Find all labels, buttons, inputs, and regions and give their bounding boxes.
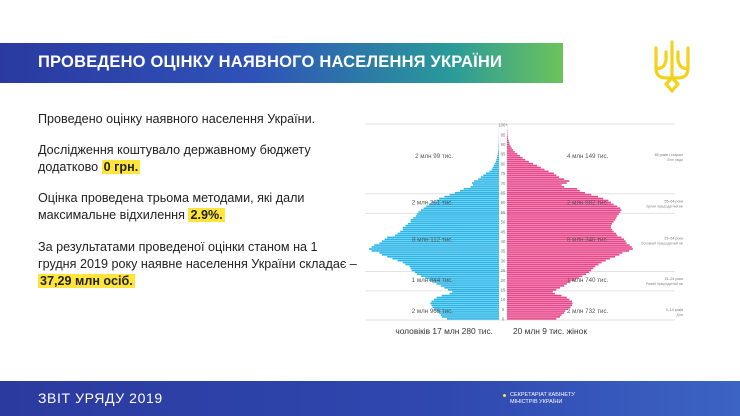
women-bar (507, 273, 586, 275)
women-bar (507, 223, 612, 225)
age-tick-label: 65 (500, 190, 506, 196)
women-bar (507, 248, 633, 250)
men-bar (431, 304, 499, 306)
men-bar (486, 173, 499, 175)
women-bar (507, 165, 537, 167)
women-bar (507, 138, 508, 140)
women-bar (507, 244, 630, 246)
women-bar (507, 149, 513, 151)
age-tick-label: 10 (500, 297, 506, 303)
women-bar (507, 301, 572, 303)
men-bar (410, 266, 499, 268)
footer-bullet-icon (503, 394, 506, 397)
footer-org-line-2: МІНІСТРІВ УКРАЇНИ (510, 398, 563, 405)
paragraph-1 (38, 111, 358, 128)
men-bar (417, 273, 499, 275)
age-tick-label: 55 (500, 209, 506, 215)
men-bar (460, 190, 499, 192)
women-bar (507, 268, 593, 270)
women-bar (507, 169, 544, 171)
women-bar (507, 186, 564, 188)
men-bar (400, 231, 499, 233)
men-bar (483, 174, 499, 176)
women-bar (507, 293, 555, 295)
men-bar (442, 316, 499, 318)
men-bar (403, 227, 499, 229)
paragraph-3 (38, 190, 358, 224)
men-bar (498, 153, 499, 155)
men-bar (472, 182, 499, 184)
women-bar (507, 180, 569, 182)
men-bar (405, 264, 499, 266)
women-bar (507, 314, 562, 316)
women-bar (507, 308, 568, 310)
women-bar (507, 256, 615, 258)
men-bar (450, 293, 499, 295)
men-bar (411, 268, 499, 270)
men-bar (493, 167, 499, 169)
men-bar (498, 147, 499, 149)
age-group-note-desc: Основний працездатний вік (640, 241, 683, 246)
men-group-label: 2 млн 99 тис. (415, 152, 453, 160)
age-group-note-desc: Літні люди (667, 157, 683, 162)
women-bar (507, 312, 564, 314)
men-bar (473, 184, 499, 186)
men-bar (411, 219, 499, 221)
men-bar (490, 171, 499, 173)
women-bar (507, 252, 622, 254)
women-bar (507, 217, 616, 219)
age-tick-label: 100+ (498, 122, 508, 128)
women-bar (507, 171, 549, 173)
age-tick-label: 50 (500, 219, 506, 225)
women-bar (507, 306, 570, 308)
men-bar (494, 165, 499, 167)
age-tick-label: 85 (500, 151, 506, 157)
women-bar (507, 264, 599, 266)
women-bar (507, 279, 575, 281)
age-group-note-desc: Зрілий працездатний вік (645, 204, 683, 209)
age-group-note: 25–54 роки (664, 236, 683, 241)
men-bar (372, 250, 499, 252)
men-bar (444, 196, 499, 198)
age-tick-label: 0 (501, 316, 505, 322)
men-bar (379, 252, 499, 254)
footer-title: ЗВІТ УРЯДУ 2019 (38, 390, 163, 406)
women-bar (507, 196, 598, 198)
men-bar (452, 291, 499, 293)
men-bar (437, 297, 499, 299)
women-total-label: 20 млн 9 тис. жінок (513, 326, 587, 336)
women-bar (507, 167, 541, 169)
men-bar (398, 260, 499, 262)
men-bar (403, 229, 499, 231)
men-bar (497, 157, 499, 159)
women-bar (507, 213, 619, 215)
page-title: ПРОВЕДЕНО ОЦІНКУ НАЯВНОГО НАСЕЛЕННЯ УКРАЇНИ (38, 53, 503, 71)
men-bar (405, 225, 499, 227)
footer-org-line-1: СЕКРЕТАРІАТ КАБІНЕТУ (510, 392, 575, 398)
women-bar (507, 287, 560, 289)
paragraph-4-text: За результатами проведеної оцінки станом на 1 грудня 2019 року наявне населення України складає – (38, 240, 357, 271)
women-bar (507, 270, 591, 272)
age-tick-label: 20 (500, 277, 506, 283)
women-bar (507, 303, 573, 305)
women-bar (507, 285, 564, 287)
women-bar (507, 153, 517, 155)
women-bar (507, 188, 577, 190)
men-bar (408, 223, 499, 225)
population-pyramid-chart (365, 118, 685, 340)
women-bar (507, 233, 616, 235)
women-bar (507, 318, 556, 320)
women-bar (507, 262, 602, 264)
men-bar (424, 207, 499, 209)
women-bar (507, 157, 523, 159)
women-bar (507, 174, 556, 176)
men-bar (392, 258, 499, 260)
age-tick-label: 80 (500, 161, 506, 167)
women-group-label: 2 млн 982 тис. (567, 199, 609, 207)
women-bar (507, 266, 595, 268)
men-bar (441, 285, 499, 287)
men-bar (412, 270, 499, 272)
men-bar (398, 233, 499, 235)
women-bar (507, 227, 611, 229)
women-bar (507, 254, 619, 256)
women-bar (507, 147, 512, 149)
men-bar (372, 246, 499, 248)
men-bar (442, 295, 499, 297)
men-bar (447, 318, 499, 320)
men-bar (431, 301, 499, 303)
women-bar (507, 295, 562, 297)
men-bar (417, 213, 499, 215)
age-tick-label: 70 (500, 180, 506, 186)
age-tick-label: 75 (500, 171, 506, 177)
women-bar (507, 136, 508, 138)
men-bar (418, 211, 499, 213)
women-bar (507, 151, 515, 153)
men-bar (430, 303, 499, 305)
age-group-note: 65 років і старше (654, 152, 683, 157)
women-bar (507, 316, 560, 318)
men-bar (498, 151, 499, 153)
paragraph-2 (38, 142, 358, 176)
men-bar (498, 145, 499, 147)
women-bar (507, 231, 614, 233)
women-bar (507, 155, 520, 157)
age-group-note: 55–64 роки (664, 199, 683, 204)
women-bar (507, 299, 569, 301)
age-group-note: 15–24 роки (664, 277, 683, 282)
women-group-label: 2 млн 732 тис. (567, 308, 609, 316)
men-group-label: 2 млн 965 тис. (411, 308, 453, 316)
women-bar (507, 281, 570, 283)
age-tick-label: 5 (501, 306, 505, 312)
women-bar (507, 163, 533, 165)
men-bar (464, 188, 499, 190)
highlight-deviation: 2.9%. (190, 208, 223, 222)
men-bar (474, 180, 499, 182)
men-bar (495, 163, 499, 165)
women-bar (507, 141, 509, 143)
age-tick-label: 90 (500, 141, 506, 147)
highlight-cost: 0 грн. (103, 160, 139, 174)
men-bar (478, 178, 499, 180)
women-bar (507, 145, 511, 147)
men-bar (498, 143, 499, 145)
women-bar (507, 159, 525, 161)
highlight-population: 37,29 млн осіб. (40, 274, 133, 288)
women-group-label: 4 млн 149 тис. (567, 152, 609, 160)
women-bar (507, 173, 554, 175)
men-bar (387, 256, 499, 258)
men-bar (416, 215, 499, 217)
women-bar (507, 192, 585, 194)
women-bar (507, 190, 580, 192)
women-bar (507, 283, 567, 285)
men-bar (496, 159, 499, 161)
men-bar (492, 169, 499, 171)
women-bar (507, 161, 529, 163)
paragraph-2-text: Дослідження коштувало державному бюджету додатково (38, 143, 311, 174)
men-bar (444, 287, 499, 289)
age-tick-label: 35 (500, 248, 506, 254)
men-bar (497, 155, 499, 157)
men-bar (413, 217, 499, 219)
women-bar (507, 260, 606, 262)
women-bar (507, 229, 612, 231)
age-group-note: 0–14 років (665, 308, 683, 313)
men-bar (450, 194, 499, 196)
women-bar (507, 258, 610, 260)
women-bar (507, 215, 617, 217)
women-bar (507, 225, 611, 227)
women-bar (507, 221, 614, 223)
women-bar (507, 182, 567, 184)
men-group-label: 1 млн 844 тис. (411, 277, 453, 285)
women-bar (507, 211, 620, 213)
women-bar (507, 176, 559, 178)
paragraph-3-text: Оцінка проведена трьома методами, які дали максимальне відхилення (38, 191, 305, 222)
men-bar (415, 271, 499, 273)
paragraph-4 (38, 239, 358, 290)
women-bar (507, 143, 510, 145)
trident-emblem-icon (650, 38, 694, 94)
women-bar (507, 194, 591, 196)
women-bar (507, 134, 508, 136)
women-bar (507, 184, 562, 186)
paragraph-1-text: Проведено оцінку наявного населення України. (38, 112, 316, 126)
age-tick-label: 15 (500, 287, 506, 293)
age-tick-label: 60 (500, 200, 506, 206)
title-banner (0, 43, 563, 83)
men-bar (374, 244, 499, 246)
men-bar (421, 209, 499, 211)
footer-organization (510, 392, 575, 405)
men-group-label: 2 млн 261 тис. (411, 199, 453, 207)
men-bar (434, 299, 499, 301)
age-group-note-desc: Діти (676, 313, 683, 318)
men-bar (470, 186, 499, 188)
women-group-label: 1 млн 740 тис. (567, 277, 609, 285)
men-bar (403, 262, 499, 264)
women-bar (507, 250, 629, 252)
women-bar (507, 304, 572, 306)
age-tick-label: 25 (500, 268, 506, 274)
men-bar (382, 254, 499, 256)
women-bar (507, 289, 556, 291)
men-bar (411, 221, 499, 223)
men-bar (448, 289, 499, 291)
age-tick-label: 95 (500, 132, 506, 138)
men-group-label: 8 млн 112 тис. (412, 236, 453, 244)
age-tick-label: 30 (500, 258, 506, 264)
women-bar (507, 140, 509, 142)
age-group-note-desc: Ранній працездатний вік (645, 282, 683, 287)
men-bar (369, 248, 499, 250)
men-total-label: чоловіків 17 млн 280 тис. (395, 326, 493, 336)
women-bar (507, 219, 615, 221)
women-bar (507, 246, 632, 248)
men-bar (455, 192, 499, 194)
women-bar (507, 271, 589, 273)
women-bar (507, 178, 564, 180)
age-tick-label: 40 (500, 239, 506, 245)
women-bar (507, 310, 565, 312)
men-bar (496, 161, 499, 163)
footer-bar (0, 381, 740, 416)
men-bar (481, 176, 499, 178)
women-group-label: 8 млн 346 тис. (567, 236, 609, 244)
women-bar (507, 207, 620, 209)
women-bar (507, 291, 553, 293)
women-bar (507, 209, 621, 211)
men-bar (498, 149, 499, 151)
women-bar (507, 297, 567, 299)
age-tick-label: 45 (500, 229, 506, 235)
